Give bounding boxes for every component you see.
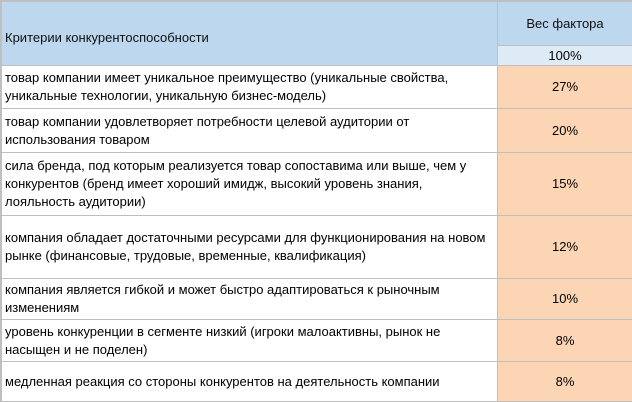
weight-cell[interactable] bbox=[498, 320, 632, 362]
weight-value: 8% bbox=[555, 373, 575, 389]
criterion-cell[interactable] bbox=[2, 216, 498, 279]
competitiveness-table bbox=[1, 1, 632, 402]
header-row bbox=[2, 2, 632, 46]
table-row bbox=[2, 279, 632, 320]
weight-header-cell[interactable] bbox=[498, 2, 632, 46]
criterion-text: компания является гибкой и может быстро адаптироваться к рыночным изменениям bbox=[5, 282, 440, 315]
criterion-cell[interactable] bbox=[2, 279, 498, 320]
criteria-header-label: Критерии конкурентоспособности bbox=[5, 29, 209, 45]
criterion-text: товар компании удовлетворяет потребности целевой аудитории от использования товаром bbox=[5, 113, 410, 147]
weight-value: 12% bbox=[551, 239, 579, 254]
weight-value: 10% bbox=[551, 291, 579, 306]
table-row bbox=[2, 153, 632, 216]
table-row bbox=[2, 362, 632, 402]
weight-value: 15% bbox=[551, 176, 579, 191]
criterion-text: медленная реакция со стороны конкурентов на деятельность компании bbox=[5, 373, 440, 389]
criteria-header-cell[interactable] bbox=[2, 2, 498, 66]
criterion-cell[interactable] bbox=[2, 153, 498, 216]
table-row bbox=[2, 109, 632, 153]
weight-header-label: Вес фактора bbox=[526, 15, 604, 31]
weight-cell[interactable] bbox=[498, 216, 632, 279]
criterion-cell[interactable] bbox=[2, 320, 498, 362]
table-row bbox=[2, 320, 632, 362]
total-weight-cell[interactable] bbox=[498, 46, 632, 66]
weight-value: 27% bbox=[551, 79, 579, 94]
criterion-text: товар компании имеет уникальное преимущество (уникальные свойства, уникальные технологии, уникальную бизнес-модель) bbox=[5, 70, 449, 103]
weight-value: 8% bbox=[555, 332, 575, 348]
weight-cell[interactable] bbox=[498, 279, 632, 320]
weight-cell[interactable] bbox=[498, 153, 632, 216]
total-weight-value: 100% bbox=[548, 47, 582, 63]
table-row bbox=[2, 216, 632, 279]
criterion-cell[interactable] bbox=[2, 66, 498, 109]
weight-cell[interactable] bbox=[498, 362, 632, 402]
weight-cell[interactable] bbox=[498, 109, 632, 153]
criterion-text: уровень конкуренции в сегменте низкий (игроки малоактивны, рынок не насыщен и не поделен) bbox=[5, 323, 441, 357]
criterion-cell[interactable] bbox=[2, 362, 498, 402]
weight-value: 20% bbox=[551, 122, 579, 138]
criterion-text: сила бренда, под которым реализуется товар сопоставима или выше, чем у конкурентов (бренд имеет хороший имидж, высокий уровень знания, лояльность аудитории) bbox=[5, 158, 467, 209]
criterion-cell[interactable] bbox=[2, 109, 498, 153]
criterion-text: компания обладает достаточными ресурсами для функционирования на новом рынке (финансовые, трудовые, временные, квалификация) bbox=[5, 230, 486, 263]
table-row bbox=[2, 66, 632, 109]
weight-cell[interactable] bbox=[498, 66, 632, 109]
